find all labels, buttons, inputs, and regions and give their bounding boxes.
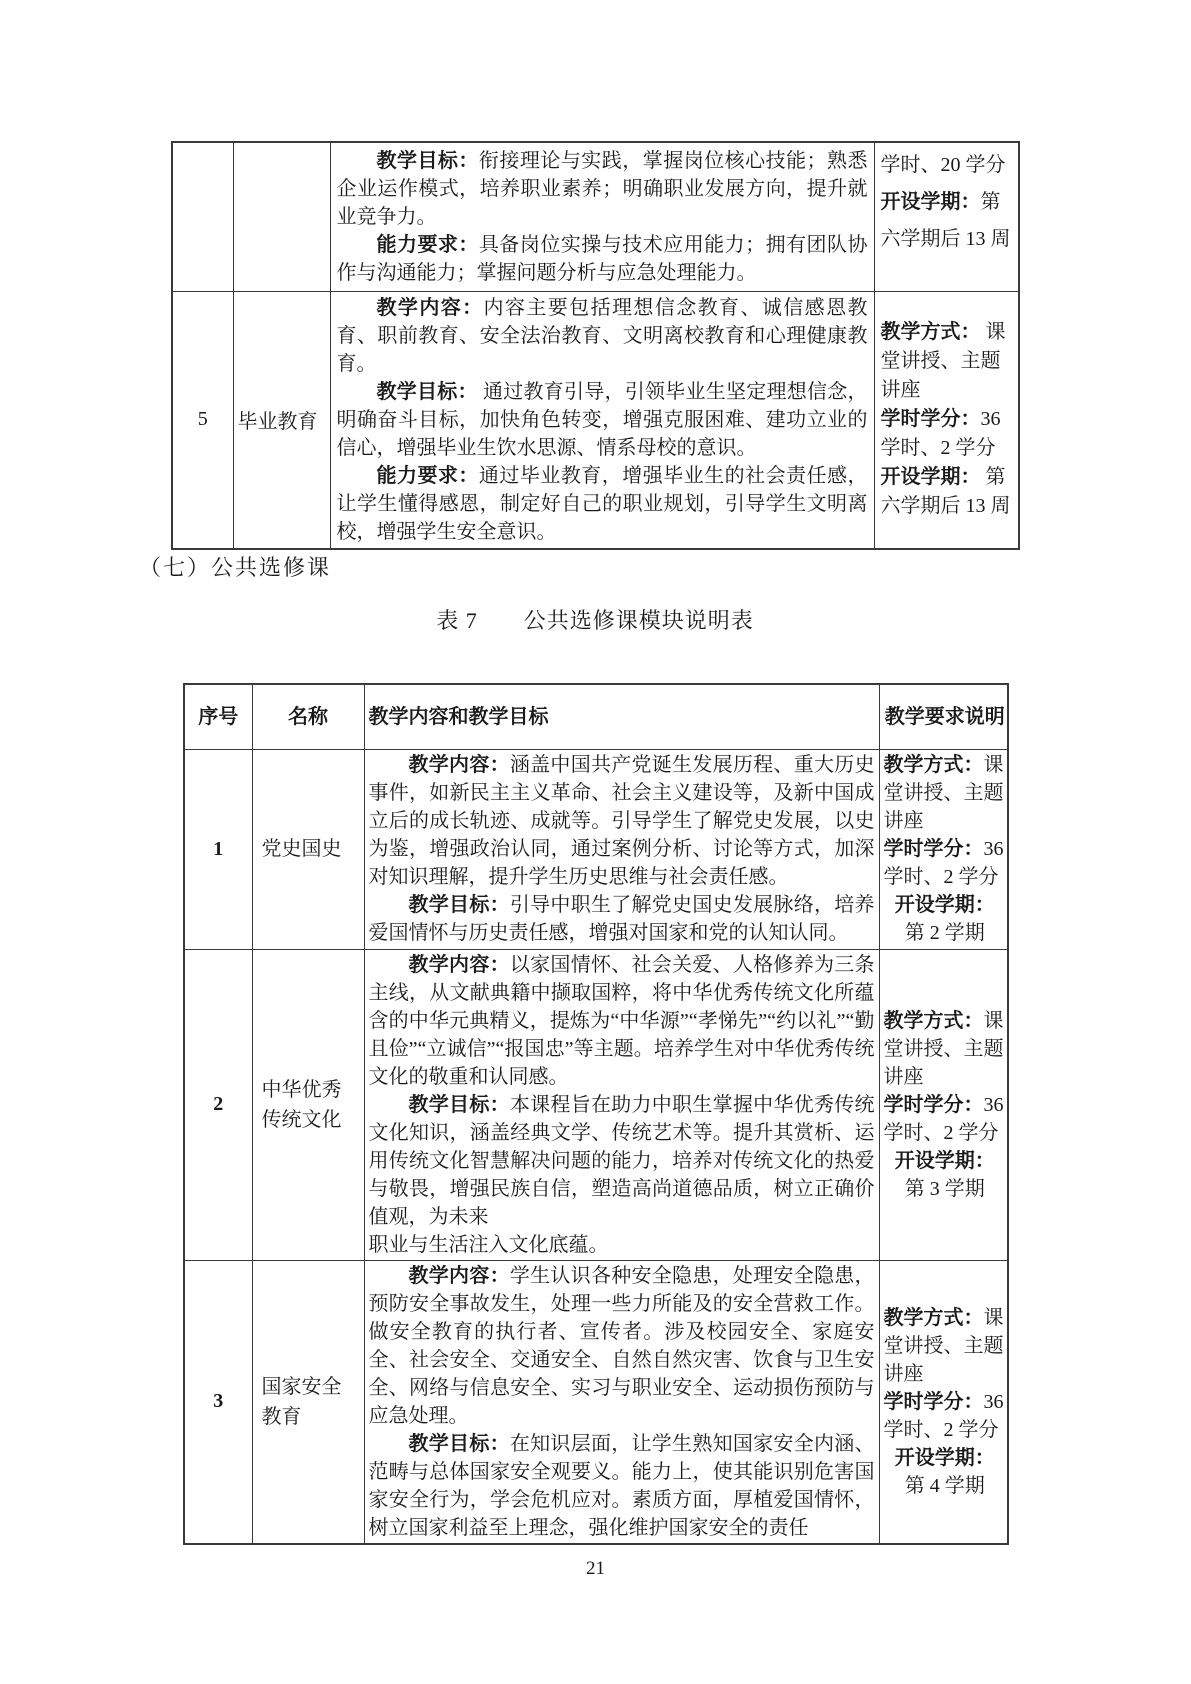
method-info bbox=[884, 1007, 1007, 1091]
method-text: 课堂讲授、主题讲座 bbox=[883, 1009, 1004, 1088]
table-row bbox=[172, 142, 1019, 291]
semester-label: 开设学期： bbox=[894, 1446, 995, 1469]
content-cell bbox=[364, 1260, 879, 1544]
requirements-cell bbox=[874, 291, 1019, 549]
seq-cell: 1 bbox=[184, 749, 252, 949]
semester-info bbox=[884, 891, 1007, 947]
paragraph-text: 衔接理论与实践，掌握岗位核心技能；熟悉企业运作模式，培养职业素养；明确职业发展方向，提升就业竞争力。 bbox=[336, 150, 868, 228]
hours-text: 36 学时、2 学分 bbox=[883, 1093, 1004, 1144]
paragraph-label: 教学目标： bbox=[376, 150, 479, 172]
semester-label: 开设学期： bbox=[880, 191, 981, 213]
course-name-cell: 党史国史 bbox=[252, 749, 364, 949]
table-row bbox=[184, 949, 1008, 1260]
paragraph bbox=[369, 951, 875, 1091]
paragraph-text: 学生认识各种安全隐患，处理安全隐患，预防安全事故发生，处理一些力所能及的安全营救工作。做安全教育的执行者、宣传者。涉及校园安全、家庭安全、社会安全、交通安全、自然自然灾害、饮食与卫生安全、网络与信息安全、实习与职业安全、运动损伤预防与应急处理。 bbox=[368, 1264, 875, 1427]
hours-text: 36 学时、2 学分 bbox=[883, 838, 1004, 888]
method-info bbox=[884, 1304, 1007, 1388]
method-text: 课堂讲授、主题讲座 bbox=[883, 754, 1004, 832]
method-label: 教学方式： bbox=[883, 1009, 984, 1032]
table-row bbox=[172, 291, 1019, 549]
paragraph bbox=[337, 231, 868, 287]
paragraph bbox=[369, 1262, 875, 1430]
hours-info bbox=[884, 1388, 1007, 1444]
elective-course-table bbox=[183, 683, 1009, 1545]
semester-text: 第 2 学期 bbox=[904, 922, 985, 944]
paragraph-label: 教学目标： bbox=[408, 894, 510, 916]
semester-text: 第六学期后 13 周 bbox=[880, 191, 1011, 250]
requirements-cell bbox=[879, 749, 1008, 949]
seq-cell: 2 bbox=[184, 949, 252, 1260]
semester-label: 开设学期： bbox=[880, 466, 981, 488]
semester-info bbox=[884, 1444, 1007, 1500]
course-name-cell: 中华优秀传统文化 bbox=[252, 949, 364, 1260]
hours-label: 学时学分： bbox=[880, 408, 981, 430]
paragraph-label: 能力要求： bbox=[376, 234, 479, 256]
semester-text: 第 3 学期 bbox=[904, 1177, 985, 1200]
table-row bbox=[184, 1260, 1008, 1544]
paragraph bbox=[369, 1231, 875, 1259]
table-header-row bbox=[184, 684, 1008, 749]
hours-text: 36 学时、2 学分 bbox=[880, 408, 1001, 459]
paragraph-text: 涵盖中国共产党诞生发展历程、重大历史事件，如新民主主义革命、社会主义建设等，及新中国成立后的成长轨迹、成就等。引导学生了解党史发展，以史为鉴，增强政治认同，通过案例分析、讨论等方式，加深对知识理解，提升学生历史思维与社会责任感。 bbox=[368, 754, 875, 888]
method-info bbox=[881, 318, 1017, 405]
paragraph bbox=[369, 751, 875, 891]
semester-label: 开设学期： bbox=[894, 894, 995, 916]
semester-info bbox=[881, 463, 1017, 521]
paragraph-text: 具备岗位实操与技术应用能力；拥有团队协作与沟通能力；掌握问题分析与应急处理能力。 bbox=[336, 234, 868, 284]
paragraph bbox=[369, 1091, 875, 1231]
paragraph-text: 在知识层面，让学生熟知国家安全内涵、范畴与总体国家安全观要义。能力上，使其能识别危害国家安全行为，学会危机应对。素质方面，厚植爱国情怀，树立国家利益至上理念，强化维护国家安全的责任 bbox=[368, 1432, 875, 1539]
table-row bbox=[184, 749, 1008, 949]
hours-info bbox=[881, 405, 1017, 463]
paragraph-label: 能力要求： bbox=[376, 464, 479, 487]
paragraph-text: 以家国情怀、社会关爱、人格修养为三条主线，从文献典籍中撷取国粹，将中华优秀传统文化所蕴含的中华元典精义，提炼为“中华源”“孝悌先”“约以礼”“勤且俭”“立诚信”“报国忠”等主题。培养学生对中华优秀传统文化的敬重和认同感。 bbox=[368, 953, 875, 1088]
paragraph-label: 教学内容： bbox=[408, 1264, 510, 1287]
method-text: 课堂讲授、主题讲座 bbox=[880, 321, 1006, 401]
method-label: 教学方式： bbox=[880, 321, 981, 343]
paragraph-label: 教学内容： bbox=[376, 296, 484, 319]
content-cell bbox=[330, 142, 874, 291]
paragraph-label: 教学内容： bbox=[408, 953, 510, 976]
paragraph-text: 本课程旨在助力中职生掌握中华优秀传统文化知识，涵盖经典文学、传统艺术等。提升其赏析、运用传统文化智慧解决问题的能力，培养对传统文化的热爱与敬畏，增强民族自信，塑造高尚道德品质，树立正确价值观，为未来 bbox=[368, 1093, 875, 1228]
method-label: 教学方式： bbox=[883, 754, 984, 776]
hours-info bbox=[884, 835, 1007, 891]
seq-cell: 5 bbox=[172, 291, 233, 549]
seq-cell bbox=[172, 142, 233, 291]
course-name-cell: 国家安全教育 bbox=[252, 1260, 364, 1544]
hours-label: 学时学分： bbox=[883, 1390, 984, 1413]
header-content: 教学内容和教学目标 bbox=[364, 684, 879, 749]
course-name-cell: 毕业教育 bbox=[233, 291, 330, 549]
semester-info bbox=[881, 184, 1017, 258]
paragraph bbox=[337, 294, 868, 378]
paragraph-label: 教学内容： bbox=[408, 754, 510, 776]
hours-label: 学时学分： bbox=[883, 1093, 984, 1116]
requirements-cell bbox=[874, 142, 1019, 291]
paragraph bbox=[337, 378, 868, 462]
method-label: 教学方式： bbox=[883, 1306, 984, 1329]
paragraph bbox=[369, 891, 875, 947]
header-seq: 序号 bbox=[184, 684, 252, 749]
hours-text: 36 学时、2 学分 bbox=[883, 1390, 1004, 1441]
paragraph-label: 教学目标： bbox=[408, 1093, 510, 1116]
paragraph bbox=[337, 462, 868, 546]
content-cell bbox=[364, 949, 879, 1260]
paragraph-text: 引导中职生了解党史国史发展脉络，培养爱国情怀与历史责任感，增强对国家和党的认知认同。 bbox=[368, 894, 875, 944]
content-cell bbox=[330, 291, 874, 549]
paragraph-label: 教学目标： bbox=[408, 1432, 510, 1455]
paragraph-text: 通过教育引导，引领毕业生坚定理想信念，明确奋斗目标，加快角色转变，增强克服困难、建功立业的信心，增强毕业生饮水思源、情系母校的意识。 bbox=[336, 380, 868, 459]
page-number: 21 bbox=[586, 1558, 605, 1579]
section-heading: （七）公共选修课 bbox=[139, 555, 332, 580]
method-text: 课堂讲授、主题讲座 bbox=[883, 1306, 1004, 1385]
hours-continued-text: 学时、20 学分 bbox=[880, 154, 1006, 176]
paragraph-text: 职业与生活注入文化底蕴。 bbox=[368, 1233, 609, 1256]
header-requirements: 教学要求说明 bbox=[879, 684, 1008, 749]
course-name-cell bbox=[233, 142, 330, 291]
hours-info bbox=[884, 1091, 1007, 1147]
paragraph-text: 内容主要包括理想信念教育、诚信感恩教育、职前教育、安全法治教育、文明离校教育和心理健康教育。 bbox=[336, 296, 868, 375]
semester-label: 开设学期： bbox=[894, 1149, 995, 1172]
semester-text: 第 4 学期 bbox=[904, 1474, 985, 1497]
hours-label: 学时学分： bbox=[883, 838, 984, 860]
requirements-cell bbox=[879, 949, 1008, 1260]
paragraph-text: 通过毕业教育，增强毕业生的社会责任感，让学生懂得感恩，制定好自己的职业规划，引导学生文明离校，增强学生安全意识。 bbox=[336, 464, 868, 543]
requirements-cell bbox=[879, 1260, 1008, 1544]
method-info bbox=[884, 751, 1007, 835]
seq-cell: 3 bbox=[184, 1260, 252, 1544]
semester-info bbox=[884, 1147, 1007, 1203]
paragraph bbox=[369, 1430, 875, 1542]
header-name: 名称 bbox=[252, 684, 364, 749]
paragraph-label: 教学目标： bbox=[376, 380, 478, 403]
content-cell bbox=[364, 749, 879, 949]
paragraph bbox=[337, 147, 868, 231]
semester-text: 第六学期后 13 周 bbox=[880, 466, 1011, 517]
course-table-continued bbox=[171, 141, 1020, 550]
table-title: 表 7 公共选修课模块说明表 bbox=[436, 608, 754, 633]
